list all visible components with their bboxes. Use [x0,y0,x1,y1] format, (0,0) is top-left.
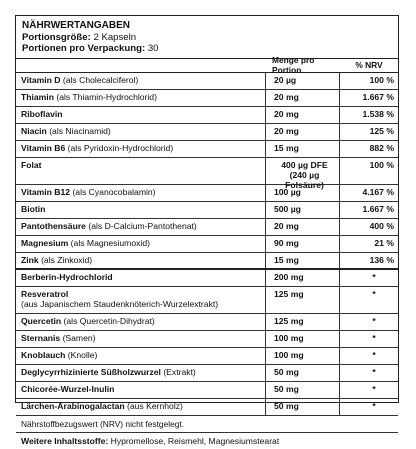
nutrient-label: Lärchen-Arabinogalactan [21,400,125,411]
amount-value: 15 mg [274,142,299,153]
nutrient-detail: (als Niacinamid) [49,125,111,136]
nutrient-amount [266,124,340,140]
nutrient-amount [266,202,340,218]
nutrient-label: Pantothensäure [21,220,86,231]
amount-value: 400 µg DFE [281,159,328,170]
nutrient-name [16,382,266,398]
nutrient-amount [266,314,340,330]
nrv-value: 4.167 % [362,186,394,197]
nutrient-amount [266,141,340,157]
column-header [16,55,398,75]
amount-value: 20 mg [274,125,299,136]
table-row [16,365,398,382]
nutrient-detail: (als D-Calcium-Pantothenat) [88,220,197,231]
amount-value: 500 µg [274,203,301,214]
table-row [16,202,398,219]
amount-value: 125 mg [274,315,304,326]
nutrient-label: Thiamin [21,91,54,102]
nutrient-amount [266,253,340,268]
nutrient-name [16,90,266,106]
nrv-value: * [372,288,376,299]
table-row [16,382,398,399]
label-title: NÄHRWERTANGABEN [22,20,130,31]
amount-secondary: (240 µg Folsäure) [285,169,324,190]
nutrient-detail: (als Thiamin-Hydrochlorid) [56,91,157,102]
nrv-column-header: % NRV [355,60,383,70]
nrv-value: * [372,349,376,360]
nutrient-detail: (als Magnesiumoxid) [70,237,150,248]
serving-size-label: Portionsgröße: [22,31,91,43]
nutrient-label: Knoblauch [21,349,66,360]
nutrient-name [16,314,266,330]
nutrient-label: Resveratrol [21,288,69,299]
nutrient-label: Sternanis [21,332,61,343]
nutrient-detail: (als Pyridoxin-Hydrochlorid) [67,142,174,153]
table-row [16,331,398,348]
nutrient-name [16,219,266,235]
other-ingredients [16,433,398,449]
nrv-value: 400 % [369,220,394,231]
nutrient-amount [266,236,340,252]
servings-label: Portionen pro Verpackung: [22,43,146,54]
nrv-value: 100 % [369,159,394,170]
nutrient-amount [266,185,340,201]
label-header [16,16,398,59]
nutrient-label: Vitamin D [21,74,61,85]
nrv-value: 1.538 % [362,108,394,119]
amount-value: 20 mg [274,108,299,119]
nutrient-detail: (als Zinkoxid) [41,254,93,265]
table-row [16,270,398,287]
nutrient-amount [266,365,340,381]
nutrient-label: Magnesium [21,237,69,248]
nutrient-amount [266,73,340,89]
table-row [16,90,398,107]
nrv-value: * [372,332,376,343]
amount-value: 50 mg [274,400,299,411]
nutrient-label: Zink [21,254,39,265]
amount-value: 50 mg [274,366,299,377]
nrv-value: 882 % [369,142,394,153]
nutrient-amount [266,90,340,106]
table-row [16,314,398,331]
table-row [16,185,398,202]
nutrient-name [16,253,266,268]
nutrient-label: Vitamin B12 [21,186,71,197]
nrv-value: 100 % [369,74,394,85]
amount-value: 15 mg [274,254,299,265]
nrv-value: * [372,315,376,326]
nutrient-name [16,202,266,218]
nutrient-amount [266,331,340,347]
other-ingredients-table [16,270,398,416]
nutrient-name [16,73,266,89]
nutrient-label: Biotin [21,203,46,214]
amount-value: 20 mg [274,91,299,102]
nutrient-name [16,158,266,184]
amount-value: 100 mg [274,332,304,343]
nutrient-name [16,124,266,140]
nutrient-amount [266,348,340,364]
nutrient-name [16,287,266,313]
table-row [16,236,398,253]
amount-value: 20 mg [274,220,299,231]
nutrient-amount [266,382,340,398]
nrv-value: 136 % [369,254,394,265]
nrv-value: 1.667 % [362,203,394,214]
nutrient-label: Chicorée-Wurzel-Inulin [21,383,115,394]
amount-value: 50 mg [274,383,299,394]
nutrient-amount [266,158,340,190]
nrv-value: * [372,366,376,377]
amount-value: 20 µg [274,74,297,85]
nutrient-name [16,348,266,364]
nrv-value: * [372,383,376,394]
table-row [16,124,398,141]
amount-value: 125 mg [274,288,304,299]
other-ingredients-label: Weitere Inhaltsstoffe: [21,435,109,446]
nrv-value: 1.667 % [362,91,394,102]
nutrient-label: Vitamin B6 [21,142,66,153]
nutrient-detail: (als Cholecalciferol) [62,74,139,85]
nutrient-name [16,331,266,347]
serving-size [22,32,392,44]
nutrient-label: Niacin [21,125,47,136]
nutrient-amount [266,399,340,415]
table-row [16,399,398,416]
nutrient-detail: (als Cyanocobalamin) [72,186,156,197]
amount-value: 200 mg [274,271,304,282]
nutrient-detail: (aus Kernholz) [127,400,183,411]
servings-value: 30 [147,43,159,54]
nutrition-label [15,15,399,446]
nutrient-detail: (Knolle) [67,349,98,360]
nutrient-name [16,365,266,381]
nutrient-label: Folat [21,159,42,170]
table-row [16,219,398,236]
table-row [16,141,398,158]
table-row [16,73,398,90]
nutrient-detail: (Samen) [62,332,96,343]
nutrient-amount [266,270,340,286]
nrv-value: * [372,400,376,411]
nutrient-label: Riboflavin [21,108,63,119]
amount-value: 100 µg [274,186,301,197]
nutrient-name [16,141,266,157]
nutrient-label: Quercetin [21,315,62,326]
nrv-value: * [372,271,376,282]
nutrient-detail: (Extrakt) [163,366,196,377]
nutrient-amount [266,219,340,235]
nutrient-detail: (als Quercetin-Dihydrat) [63,315,155,326]
servings-per-container [22,43,392,55]
nutrient-name [16,185,266,201]
amount-value: 90 mg [274,237,299,248]
other-ingredients-value: Hypromellose, Reismehl, Magnesiumstearat [110,435,280,446]
table-row [16,348,398,365]
nutrient-name [16,107,266,123]
nutrient-label: Berberin-Hydrochlorid [21,271,113,282]
amount-column-header: Menge pro Portion [272,55,315,75]
table-row [16,158,398,190]
nrv-footnote: Nährstoffbezugswert (NRV) nicht festgelegt. [16,416,398,433]
nutrient-name [16,399,266,415]
vitamin-table [16,73,398,270]
nutrient-detail: (aus Japanischem Staudenknöterich-Wurzelextrakt) [21,298,219,309]
nrv-value: 125 % [369,125,394,136]
nutrient-label: Deglycyrrhizinierte Süßholzwurzel [21,366,161,377]
table-row [16,107,398,124]
nutrient-name [16,270,266,286]
table-row [16,287,398,314]
nutrient-amount [266,107,340,123]
serving-size-value: 2 Kapseln [93,31,137,43]
amount-value: 100 mg [274,349,304,360]
nutrient-amount [266,287,340,313]
table-row [16,253,398,270]
nrv-value: 21 % [374,237,394,248]
nutrient-name [16,236,266,252]
